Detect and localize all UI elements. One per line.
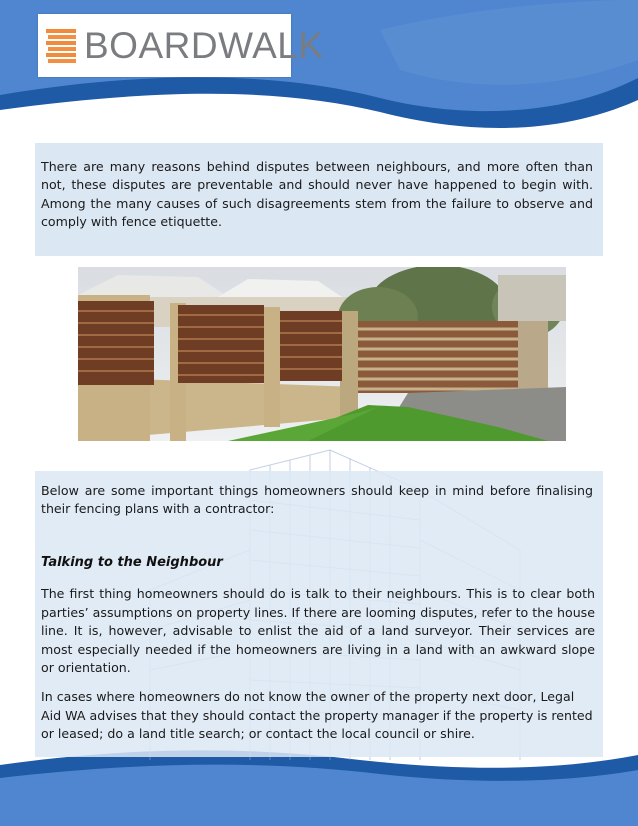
section-heading: Talking to the Neighbour [41, 555, 223, 570]
logo-wordmark: BOARDWALK [84, 25, 324, 66]
intro-paragraph: There are many reasons behind disputes between neighbours, and more often than not, these disputes are preventable and should never have happened to begin with. Among the many causes of such disagreements stem from the failure to observe and comply with fence etiquette. [41, 159, 593, 230]
logo[interactable] [38, 14, 324, 77]
body-paragraph-2: In cases where homeowners do not know the owner of the property next door, Legal Aid WA advises that they should contact the property manager if the property is rented or leased; do a land title search; or contact the local council or shire. [41, 689, 593, 742]
body-paragraph-1: The first thing homeowners should do is talk to their neighbours. This is to clear both parties’ assumptions on property lines. If there are looming disputes, refer to the house line. It is, however, advisable to enlist the aid of a land surveyor. Their services are most especially needed if the homeowners are living in a land with an awkward slope or orientation. [41, 586, 595, 676]
fence-photo [78, 267, 566, 441]
boardwalk-logo-mark [46, 29, 78, 63]
lead-paragraph: Below are some important things homeowners should keep in mind before finalising their fencing plans with a contractor: [41, 483, 593, 517]
